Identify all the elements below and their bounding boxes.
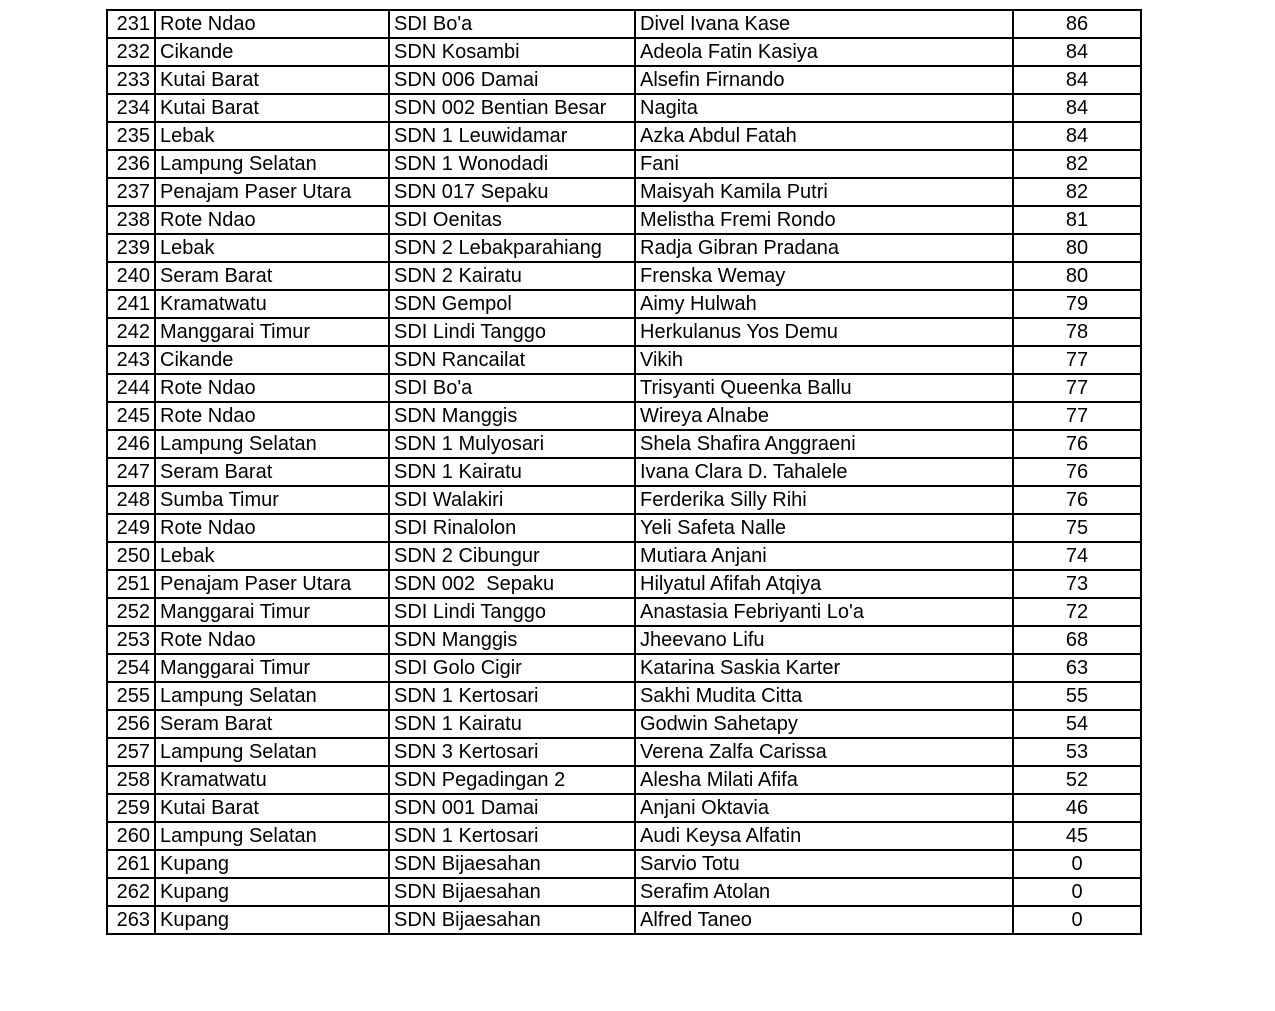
student-name-cell: Ivana Clara D. Tahalele [635,458,1013,486]
score-cell: 84 [1013,38,1141,66]
row-number-cell: 233 [107,66,155,94]
score-cell: 81 [1013,206,1141,234]
school-cell: SDI Golo Cigir [389,654,635,682]
score-cell: 72 [1013,598,1141,626]
table-row [107,122,1141,150]
row-number-cell: 231 [107,10,155,38]
student-name-cell: Serafim Atolan [635,878,1013,906]
school-cell: SDN Kosambi [389,38,635,66]
row-number-cell: 247 [107,458,155,486]
table-row [107,178,1141,206]
school-cell: SDN 1 Wonodadi [389,150,635,178]
score-cell: 77 [1013,374,1141,402]
row-number-cell: 255 [107,682,155,710]
region-cell: Lampung Selatan [155,430,389,458]
region-cell: Penajam Paser Utara [155,570,389,598]
table-row [107,710,1141,738]
row-number-cell: 241 [107,290,155,318]
school-cell: SDN 2 Cibungur [389,542,635,570]
school-cell: SDN 3 Kertosari [389,738,635,766]
school-cell: SDN 006 Damai [389,66,635,94]
region-cell: Rote Ndao [155,514,389,542]
table-row [107,66,1141,94]
student-name-cell: Ferderika Silly Rihi [635,486,1013,514]
region-cell: Seram Barat [155,262,389,290]
region-cell: Rote Ndao [155,402,389,430]
table-row [107,850,1141,878]
table-row [107,906,1141,934]
student-name-cell: Wireya Alnabe [635,402,1013,430]
row-number-cell: 249 [107,514,155,542]
row-number-cell: 232 [107,38,155,66]
region-cell: Kramatwatu [155,290,389,318]
score-cell: 63 [1013,654,1141,682]
score-cell: 55 [1013,682,1141,710]
student-name-cell: Sarvio Totu [635,850,1013,878]
row-number-cell: 263 [107,906,155,934]
table-row [107,374,1141,402]
table-row [107,38,1141,66]
school-cell: SDN 1 Kairatu [389,458,635,486]
region-cell: Lampung Selatan [155,738,389,766]
score-cell: 79 [1013,290,1141,318]
table-row [107,514,1141,542]
score-cell: 76 [1013,458,1141,486]
region-cell: Lampung Selatan [155,150,389,178]
row-number-cell: 243 [107,346,155,374]
row-number-cell: 253 [107,626,155,654]
row-number-cell: 244 [107,374,155,402]
school-cell: SDN 2 Lebakparahiang [389,234,635,262]
school-cell: SDN Bijaesahan [389,906,635,934]
row-number-cell: 251 [107,570,155,598]
score-cell: 73 [1013,570,1141,598]
row-number-cell: 256 [107,710,155,738]
table-row [107,598,1141,626]
school-cell: SDN 1 Kertosari [389,822,635,850]
student-name-cell: Alsefin Firnando [635,66,1013,94]
region-cell: Sumba Timur [155,486,389,514]
row-number-cell: 240 [107,262,155,290]
region-cell: Manggarai Timur [155,654,389,682]
row-number-cell: 246 [107,430,155,458]
table-row [107,150,1141,178]
student-name-cell: Maisyah Kamila Putri [635,178,1013,206]
table-row [107,570,1141,598]
school-cell: SDI Lindi Tanggo [389,318,635,346]
student-name-cell: Melistha Fremi Rondo [635,206,1013,234]
score-cell: 77 [1013,346,1141,374]
score-cell: 76 [1013,486,1141,514]
table-row [107,822,1141,850]
row-number-cell: 237 [107,178,155,206]
table-row [107,682,1141,710]
region-cell: Kutai Barat [155,66,389,94]
student-name-cell: Hilyatul Afifah Atqiya [635,570,1013,598]
student-name-cell: Verena Zalfa Carissa [635,738,1013,766]
table-row [107,794,1141,822]
region-cell: Rote Ndao [155,10,389,38]
school-cell: SDI Rinalolon [389,514,635,542]
student-name-cell: Katarina Saskia Karter [635,654,1013,682]
table-row [107,94,1141,122]
region-cell: Lebak [155,542,389,570]
school-cell: SDI Walakiri [389,486,635,514]
student-name-cell: Trisyanti Queenka Ballu [635,374,1013,402]
region-cell: Kupang [155,906,389,934]
score-cell: 52 [1013,766,1141,794]
school-cell: SDN Manggis [389,402,635,430]
row-number-cell: 236 [107,150,155,178]
region-cell: Lampung Selatan [155,682,389,710]
score-cell: 84 [1013,122,1141,150]
table-row [107,402,1141,430]
student-name-cell: Audi Keysa Alfatin [635,822,1013,850]
score-cell: 84 [1013,94,1141,122]
table-row [107,206,1141,234]
student-name-cell: Vikih [635,346,1013,374]
score-cell: 46 [1013,794,1141,822]
student-name-cell: Herkulanus Yos Demu [635,318,1013,346]
table-row [107,234,1141,262]
score-cell: 0 [1013,906,1141,934]
school-cell: SDN 1 Kertosari [389,682,635,710]
school-cell: SDN Bijaesahan [389,850,635,878]
student-name-cell: Adeola Fatin Kasiya [635,38,1013,66]
table-row [107,262,1141,290]
table-row [107,486,1141,514]
table-row [107,654,1141,682]
school-cell: SDI Bo'a [389,374,635,402]
student-name-cell: Azka Abdul Fatah [635,122,1013,150]
school-cell: SDI Oenitas [389,206,635,234]
row-number-cell: 242 [107,318,155,346]
score-cell: 86 [1013,10,1141,38]
row-number-cell: 239 [107,234,155,262]
results-table-body [107,10,1141,934]
score-cell: 80 [1013,262,1141,290]
score-cell: 80 [1013,234,1141,262]
score-cell: 76 [1013,430,1141,458]
student-name-cell: Radja Gibran Pradana [635,234,1013,262]
table-row [107,542,1141,570]
table-row [107,290,1141,318]
student-name-cell: Aimy Hulwah [635,290,1013,318]
school-cell: SDN 1 Kairatu [389,710,635,738]
region-cell: Lebak [155,122,389,150]
region-cell: Kutai Barat [155,94,389,122]
region-cell: Kramatwatu [155,766,389,794]
score-cell: 54 [1013,710,1141,738]
row-number-cell: 245 [107,402,155,430]
school-cell: SDN 001 Damai [389,794,635,822]
region-cell: Kupang [155,850,389,878]
score-cell: 77 [1013,402,1141,430]
score-cell: 78 [1013,318,1141,346]
region-cell: Kupang [155,878,389,906]
region-cell: Kutai Barat [155,794,389,822]
score-cell: 84 [1013,66,1141,94]
results-table [106,9,1142,935]
student-name-cell: Alfred Taneo [635,906,1013,934]
student-name-cell: Frenska Wemay [635,262,1013,290]
region-cell: Rote Ndao [155,374,389,402]
region-cell: Rote Ndao [155,626,389,654]
score-cell: 0 [1013,878,1141,906]
school-cell: SDN Rancailat [389,346,635,374]
score-cell: 45 [1013,822,1141,850]
region-cell: Lebak [155,234,389,262]
school-cell: SDN Bijaesahan [389,878,635,906]
region-cell: Manggarai Timur [155,318,389,346]
student-name-cell: Fani [635,150,1013,178]
region-cell: Cikande [155,38,389,66]
student-name-cell: Alesha Milati Afifa [635,766,1013,794]
row-number-cell: 252 [107,598,155,626]
school-cell: SDN 002 Bentian Besar [389,94,635,122]
table-row [107,878,1141,906]
school-cell: SDN 1 Leuwidamar [389,122,635,150]
score-cell: 53 [1013,738,1141,766]
row-number-cell: 248 [107,486,155,514]
table-row [107,626,1141,654]
score-cell: 74 [1013,542,1141,570]
region-cell: Cikande [155,346,389,374]
table-row [107,318,1141,346]
row-number-cell: 250 [107,542,155,570]
school-cell: SDN Gempol [389,290,635,318]
student-name-cell: Mutiara Anjani [635,542,1013,570]
school-cell: SDN 002 Sepaku [389,570,635,598]
row-number-cell: 254 [107,654,155,682]
row-number-cell: 258 [107,766,155,794]
table-row [107,766,1141,794]
score-cell: 82 [1013,150,1141,178]
row-number-cell: 234 [107,94,155,122]
table-row [107,738,1141,766]
region-cell: Rote Ndao [155,206,389,234]
row-number-cell: 238 [107,206,155,234]
student-name-cell: Godwin Sahetapy [635,710,1013,738]
student-name-cell: Anjani Oktavia [635,794,1013,822]
region-cell: Seram Barat [155,458,389,486]
table-row [107,458,1141,486]
region-cell: Seram Barat [155,710,389,738]
row-number-cell: 259 [107,794,155,822]
score-cell: 0 [1013,850,1141,878]
score-cell: 82 [1013,178,1141,206]
school-cell: SDN Manggis [389,626,635,654]
student-name-cell: Sakhi Mudita Citta [635,682,1013,710]
table-row [107,346,1141,374]
table-row [107,430,1141,458]
student-name-cell: Jheevano Lifu [635,626,1013,654]
student-name-cell: Divel Ivana Kase [635,10,1013,38]
school-cell: SDN 017 Sepaku [389,178,635,206]
student-name-cell: Nagita [635,94,1013,122]
school-cell: SDI Bo'a [389,10,635,38]
school-cell: SDI Lindi Tanggo [389,598,635,626]
student-name-cell: Yeli Safeta Nalle [635,514,1013,542]
row-number-cell: 262 [107,878,155,906]
region-cell: Lampung Selatan [155,822,389,850]
region-cell: Manggarai Timur [155,598,389,626]
school-cell: SDN 1 Mulyosari [389,430,635,458]
score-cell: 68 [1013,626,1141,654]
student-name-cell: Anastasia Febriyanti Lo'a [635,598,1013,626]
row-number-cell: 260 [107,822,155,850]
row-number-cell: 235 [107,122,155,150]
row-number-cell: 261 [107,850,155,878]
school-cell: SDN Pegadingan 2 [389,766,635,794]
school-cell: SDN 2 Kairatu [389,262,635,290]
student-name-cell: Shela Shafira Anggraeni [635,430,1013,458]
score-cell: 75 [1013,514,1141,542]
row-number-cell: 257 [107,738,155,766]
region-cell: Penajam Paser Utara [155,178,389,206]
table-row [107,10,1141,38]
